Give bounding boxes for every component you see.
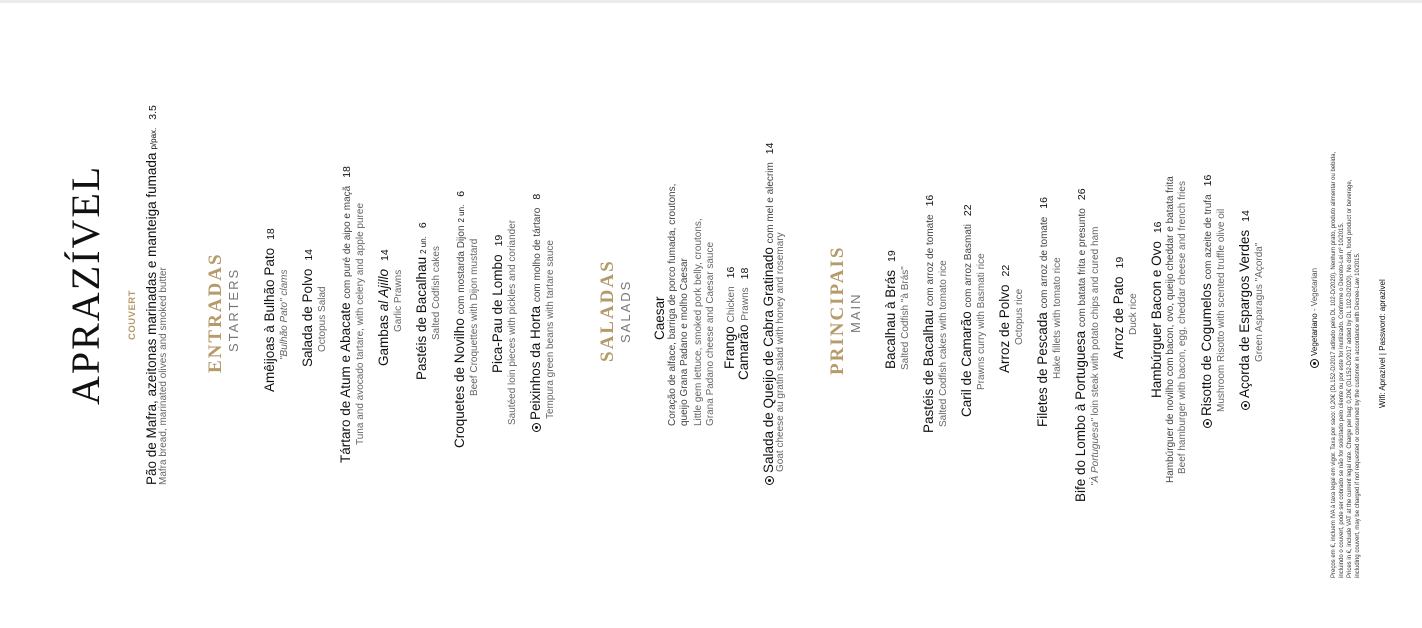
dish-price: 6 bbox=[417, 222, 429, 229]
dish-acorda bbox=[1237, 210, 1252, 410]
dish-arroz-pato-en: Duck rice bbox=[1128, 293, 1139, 335]
dish-queijo-cabra-en: Goat cheese au gratin salad with honey and rosemary bbox=[775, 232, 786, 472]
dish-tartaro bbox=[338, 166, 353, 463]
dish-price: 18 bbox=[265, 228, 277, 240]
dish-price: 19 bbox=[886, 250, 898, 262]
legal-line: incluindo o couvert, pode ser cobrado se não for solicitado pelo cliente ou por este for inutilizado. Conforme o Decreto-Lei nº 10/2015. bbox=[1339, 222, 1345, 578]
dish-ameijoas bbox=[262, 228, 277, 392]
caesar-pt-line-1: Coração de alface, barriga de porco fumada, croutons, bbox=[667, 183, 678, 426]
dish-name: Hambúrguer Bacon e Ovo bbox=[1149, 241, 1164, 398]
dish-description: com batata frita e presunto bbox=[1077, 208, 1088, 328]
dish-acorda-en: Green Asparagus "Açorda" bbox=[1254, 242, 1265, 362]
section-title-saladas: SALADAS bbox=[597, 259, 618, 362]
dish-price: 16 bbox=[924, 194, 936, 207]
dish-name: Açorda de Espargos Verdes bbox=[1237, 229, 1252, 398]
dish-bife-lombo-en: "À Portuguesa" loin steak with potato chips and cured ham bbox=[1090, 226, 1101, 486]
dish-name: Salada de Queijo de Cabra Gratinado bbox=[761, 247, 776, 473]
dish-filetes-pescada bbox=[1035, 197, 1050, 427]
dish-description: com mostarda Dijon bbox=[456, 225, 467, 315]
dish-bacalhau-bras-en: Salted Codfish "à Brás" bbox=[900, 266, 911, 370]
dish-name: Bife do Lombo à Portuguesa bbox=[1073, 330, 1088, 502]
wifi-info: Wifi: Aprazível | Password: aprazivel bbox=[1378, 279, 1387, 408]
caesar-option-camarao bbox=[736, 268, 751, 380]
dish-name: Arroz de Polvo bbox=[997, 284, 1012, 373]
dish-unit: p/pax. bbox=[149, 127, 158, 150]
dish-caesar: Caesar bbox=[652, 296, 667, 340]
section-subtitle-starters: STARTERS bbox=[226, 267, 241, 352]
dish-risotto-en: Mushroom Risotto with scented truffle olive oil bbox=[1216, 208, 1227, 412]
dish-name: Caril de Camarão bbox=[959, 311, 974, 417]
caesar-en-line-1: Little gem lettuce, smoked pork belly, croutons, bbox=[693, 218, 704, 426]
dish-arroz-polvo bbox=[997, 265, 1012, 373]
section-title-entradas: ENTRADAS bbox=[205, 252, 226, 373]
caesar-en-line-2: Grana Padano cheese and Caesar sauce bbox=[705, 241, 716, 426]
dish-price: 14 bbox=[303, 248, 315, 261]
option-translation: Prawns bbox=[740, 287, 751, 321]
dish-salada-polvo bbox=[300, 249, 315, 367]
dish-price: 6 bbox=[455, 190, 467, 197]
dish-name: Tártaro de Atum e Abacate bbox=[338, 302, 353, 463]
dish-pasteis-arroz-en: Salted Codfish cakes with tomato rice bbox=[938, 260, 949, 427]
dish-price: 14 bbox=[764, 142, 776, 155]
dish-description: com arroz Basmati bbox=[963, 224, 974, 308]
dish-name: Salada de Polvo bbox=[300, 268, 315, 367]
vegetarian-note: Vegetariano - Vegetarian bbox=[1310, 268, 1319, 368]
section-subtitle-main: MAIN bbox=[848, 292, 863, 333]
dish-name: Croquetes de Novilho bbox=[452, 318, 467, 448]
vegetarian-icon bbox=[532, 423, 541, 432]
option-price: 16 bbox=[725, 266, 737, 279]
dish-description: com arroz de tomate bbox=[925, 214, 936, 307]
dish-croquetes-en: Beef Croquettes with Dijon mustard bbox=[469, 238, 480, 396]
dish-bacalhau-bras bbox=[883, 250, 898, 369]
dish-name: Pão de Mafra, azeitonas marinadas e manteiga fumada bbox=[144, 152, 159, 485]
legal-notice bbox=[1330, 152, 1362, 578]
dish-price: 14 bbox=[1240, 210, 1252, 222]
dish-croquetes bbox=[452, 191, 467, 448]
dish-name: Pastéis de Bacalhau bbox=[414, 256, 429, 380]
dish-price: 19 bbox=[493, 234, 505, 247]
dish-description: com molho de tártaro bbox=[532, 207, 543, 303]
dish-price: 16 bbox=[1038, 197, 1050, 209]
dish-name: Amêijoas à Bulhão Pato bbox=[262, 247, 277, 392]
dish-queijo-cabra bbox=[761, 143, 776, 486]
dish-salada-polvo-en: Octopus Salad bbox=[317, 286, 328, 352]
section-title-principais: PRINCIPAIS bbox=[827, 245, 848, 375]
dish-price: 16 bbox=[1152, 221, 1164, 234]
dish-name: Arroz de Pato bbox=[1111, 276, 1126, 359]
dish-description: com arroz de tomate bbox=[1039, 216, 1050, 309]
legal-line: Prices in €, include VAT at the current legal rate. Charge per bag: 0,20€ (DL152-D/2017 added by DL 102-D/2020). No dish, food product or beverage, bbox=[1347, 179, 1353, 578]
dish-price: 19 bbox=[1114, 256, 1126, 269]
legal-line: including couvert, may be charged if not requested or consumed by the customer in accordance with Decree-Law 10/2015. bbox=[1355, 252, 1361, 578]
dish-pasteis-arroz bbox=[921, 195, 936, 433]
dish-price: 22 bbox=[1000, 264, 1012, 277]
dish-caril-camarao-en: Prawns curry with Basmati rice bbox=[976, 253, 987, 390]
couvert-translation: Mafra bread, marinated olives and smoked butter bbox=[158, 267, 169, 485]
section-subtitle-salads: SALADS bbox=[618, 279, 633, 343]
dish-name: Pastéis de Bacalhau bbox=[921, 309, 936, 433]
dish-name: Bacalhau à Brás bbox=[883, 269, 898, 369]
dish-pasteis-bacalhau-en: Salted Codfish cakes bbox=[431, 246, 442, 340]
dish-peixinhos bbox=[528, 194, 543, 432]
dish-name: Pica-Pau de Lombo bbox=[490, 254, 505, 373]
dish-price: 16 bbox=[1202, 174, 1214, 187]
dish-pica-pau-en: Sautéed loin pieces with pickles and coriander bbox=[507, 219, 518, 425]
dish-unit: 2 un. bbox=[457, 204, 466, 223]
dish-hamburguer-pt: Hambúrguer de novilho com bacon, ovo, queijo cheddar e batata frita bbox=[1165, 176, 1176, 483]
legal-line: Preços em €, incluem IVA à taxa legal em vigor. Taxa por saco: 0,20€ (DL152-D/2017 aditado pelo DL 102-D/2020). Nenhum prato, produto alimentar ou bebida, bbox=[1331, 151, 1337, 578]
option-price: 18 bbox=[739, 267, 751, 280]
dish-arroz-polvo-en: Octopus rice bbox=[1014, 288, 1025, 345]
dish-peixinhos-en: Tempura green beans with tartare sauce bbox=[545, 240, 556, 419]
dish-gambas bbox=[376, 249, 391, 366]
caesar-pt-line-2: queijo Grana Padano e molho Caesar bbox=[679, 258, 690, 426]
dish-hamburguer-en: Beef hamburger with bacon, egg, cheddar cheese and french fries bbox=[1177, 181, 1188, 474]
dish-name: Peixinhos da Horta bbox=[528, 305, 543, 420]
dish-filetes-pescada-en: Hake fillets with tomato rice bbox=[1052, 257, 1063, 379]
top-border bbox=[0, 0, 1422, 3]
dish-price: 18 bbox=[341, 166, 353, 178]
option-translation: Chicken bbox=[726, 286, 737, 323]
dish-tartaro-en: Tuna and avocado tartare, with celery and apple puree bbox=[355, 202, 366, 445]
couvert-item bbox=[144, 105, 159, 485]
dish-price: 26 bbox=[1076, 188, 1088, 201]
vegetarian-icon bbox=[1203, 419, 1212, 428]
couvert-label: COUVERT bbox=[127, 290, 138, 340]
option-name: Camarão bbox=[736, 324, 751, 380]
vegetarian-icon bbox=[1241, 401, 1250, 410]
dish-caril-camarao bbox=[959, 204, 974, 417]
option-name: Frango bbox=[722, 326, 737, 369]
vegetarian-icon bbox=[1310, 359, 1319, 368]
dish-price: 22 bbox=[962, 204, 974, 217]
dish-price: 8 bbox=[531, 193, 543, 200]
dish-pica-pau bbox=[490, 235, 505, 373]
dish-arroz-pato bbox=[1111, 257, 1126, 359]
dish-name: Filetes de Pescada bbox=[1035, 312, 1050, 427]
dish-unit: 2 un. bbox=[419, 236, 428, 254]
dish-bife-lombo bbox=[1073, 188, 1088, 502]
dish-description: com puré de aipo e maçã bbox=[342, 185, 353, 299]
dish-hamburguer bbox=[1149, 221, 1164, 398]
dish-description: com azeite de trufa bbox=[1203, 194, 1214, 280]
dish-description: com mel e alecrim bbox=[765, 162, 776, 244]
dish-pasteis-bacalhau bbox=[414, 222, 429, 380]
dish-risotto bbox=[1199, 175, 1214, 428]
dish-price: 14 bbox=[379, 249, 391, 261]
dish-name: Risotto de Cogumelos bbox=[1199, 283, 1214, 416]
dish-name: Gambas al Ajillo bbox=[376, 268, 391, 366]
dish-price: 3.5 bbox=[147, 105, 159, 120]
restaurant-logo: APRAZÍVEL bbox=[63, 164, 108, 405]
vegetarian-icon bbox=[765, 476, 774, 485]
dish-gambas-en: Garlic Prawns bbox=[393, 269, 404, 332]
caesar-option-frango bbox=[722, 267, 737, 369]
dish-ameijoas-en: "Bulhão Pato" clams bbox=[279, 269, 290, 360]
